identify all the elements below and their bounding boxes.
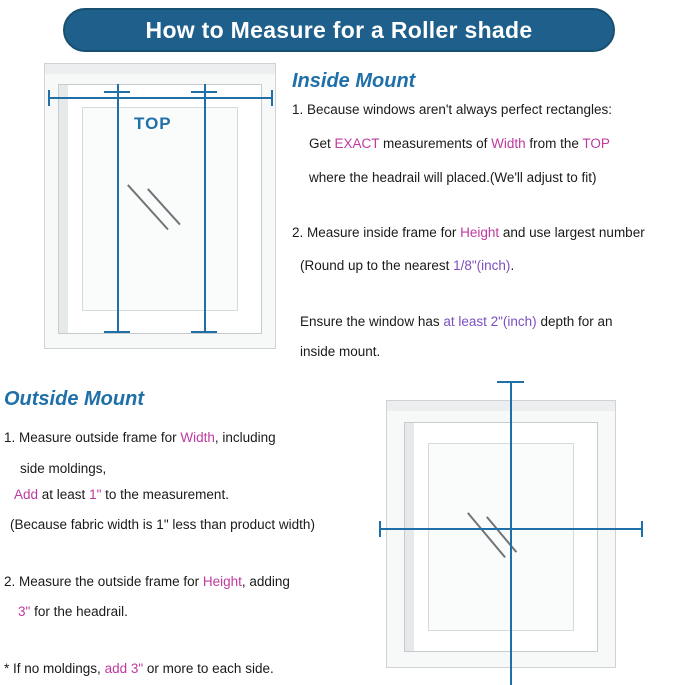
inside-mount-text-span: 2. Measure inside frame for	[292, 225, 461, 240]
outside-mount-text-span: add 3"	[104, 661, 144, 676]
outside-window-inner-bevel-left	[405, 423, 414, 651]
outside-mount-line-5	[4, 573, 290, 591]
outside-mount-text-span: , including	[214, 430, 276, 445]
outside-mount-text-span: (Because fabric width is 1" less than product width)	[10, 517, 315, 532]
outside-mount-line-6	[18, 603, 128, 621]
page-title-banner	[63, 8, 615, 52]
inside-mount-heading: Inside Mount	[292, 70, 416, 92]
outside-mount-text-span: 1"	[89, 487, 102, 502]
outside-mount-text-span: for the headrail.	[30, 604, 128, 619]
inside-mount-line-5	[300, 257, 514, 275]
inside-mount-line-2	[309, 135, 610, 153]
inside-width-cap-right	[271, 90, 273, 106]
inside-measure-cap-right-bottom	[191, 331, 217, 333]
inside-mount-text-span: measurements of	[379, 136, 492, 151]
inside-mount-line-6	[300, 313, 613, 331]
outside-mount-text-span: side moldings,	[20, 461, 107, 476]
outside-mount-line-2	[20, 460, 106, 478]
inside-mount-text-span: where the headrail will placed.(We'll adjust to fit)	[309, 170, 597, 185]
outside-mount-line-7	[4, 660, 274, 678]
outside-mount-line-4	[10, 516, 315, 534]
top-label: TOP	[134, 114, 172, 133]
inside-mount-line-1	[292, 101, 612, 119]
inside-measure-cap-right-top	[191, 91, 217, 93]
inside-height-measure-line-left	[117, 84, 119, 332]
outside-mount-text-span: , adding	[241, 574, 290, 589]
outside-mount-text-span: Height	[202, 574, 242, 589]
outside-mount-text-span: * If no moldings,	[4, 661, 105, 676]
inside-mount-text-span: TOP	[582, 136, 610, 151]
inside-mount-text-span: depth for an	[536, 314, 613, 329]
outside-window-glass	[428, 443, 574, 631]
inside-mount-text-span: EXACT	[334, 136, 380, 151]
window-outer-bevel-top	[45, 64, 275, 74]
inside-width-cap-left	[48, 90, 50, 106]
outside-width-cap-right	[641, 521, 643, 537]
outside-mount-line-1	[4, 429, 276, 447]
outside-height-cap-top	[497, 381, 524, 383]
inside-mount-text-span: Height	[460, 225, 500, 240]
window-glass	[82, 107, 238, 311]
outside-width-cap-left	[379, 521, 381, 537]
inside-mount-text-span: inside mount.	[300, 344, 381, 359]
outside-mount-text-span: or more to each side.	[143, 661, 274, 676]
window-inner-bevel-left	[59, 85, 68, 333]
inside-height-measure-line-right	[204, 84, 206, 332]
outside-width-measure-line	[379, 528, 643, 530]
inside-mount-line-4	[292, 224, 645, 242]
outside-mount-text-span: to the measurement.	[101, 487, 229, 502]
outside-mount-text-span: 1. Measure outside frame for	[4, 430, 181, 445]
inside-mount-text-span: Get	[309, 136, 335, 151]
outside-window-bevel-top	[387, 401, 615, 411]
outside-mount-text-span: at least	[38, 487, 90, 502]
inside-width-measure-line	[48, 97, 273, 99]
page-title: How to Measure for a Roller shade	[145, 16, 533, 43]
inside-measure-cap-left-bottom	[104, 331, 130, 333]
outside-height-measure-line	[510, 381, 512, 685]
inside-mount-text-span: Width	[491, 136, 526, 151]
outside-mount-heading: Outside Mount	[4, 388, 144, 410]
inside-mount-text-span: .	[510, 258, 515, 273]
outside-mount-text-span: Add	[14, 487, 39, 502]
outside-mount-text-span: 3"	[18, 604, 31, 619]
inside-measure-cap-left-top	[104, 91, 130, 93]
inside-mount-text-span: at least 2"(inch)	[443, 314, 537, 329]
inside-mount-text-span: (Round up to the nearest	[300, 258, 454, 273]
inside-mount-text-span: from the	[525, 136, 583, 151]
inside-mount-line-7	[300, 343, 380, 361]
outside-mount-text-span: 2. Measure the outside frame for	[4, 574, 203, 589]
outside-mount-text-span: Width	[180, 430, 215, 445]
inside-mount-text-span: 1/8"(inch)	[453, 258, 511, 273]
inside-mount-line-3	[309, 169, 596, 187]
inside-mount-text-span: 1. Because windows aren't always perfect rectangles:	[292, 102, 612, 117]
outside-mount-line-3	[14, 486, 229, 504]
inside-mount-text-span: and use largest number	[499, 225, 645, 240]
inside-mount-text-span: Ensure the window has	[300, 314, 444, 329]
